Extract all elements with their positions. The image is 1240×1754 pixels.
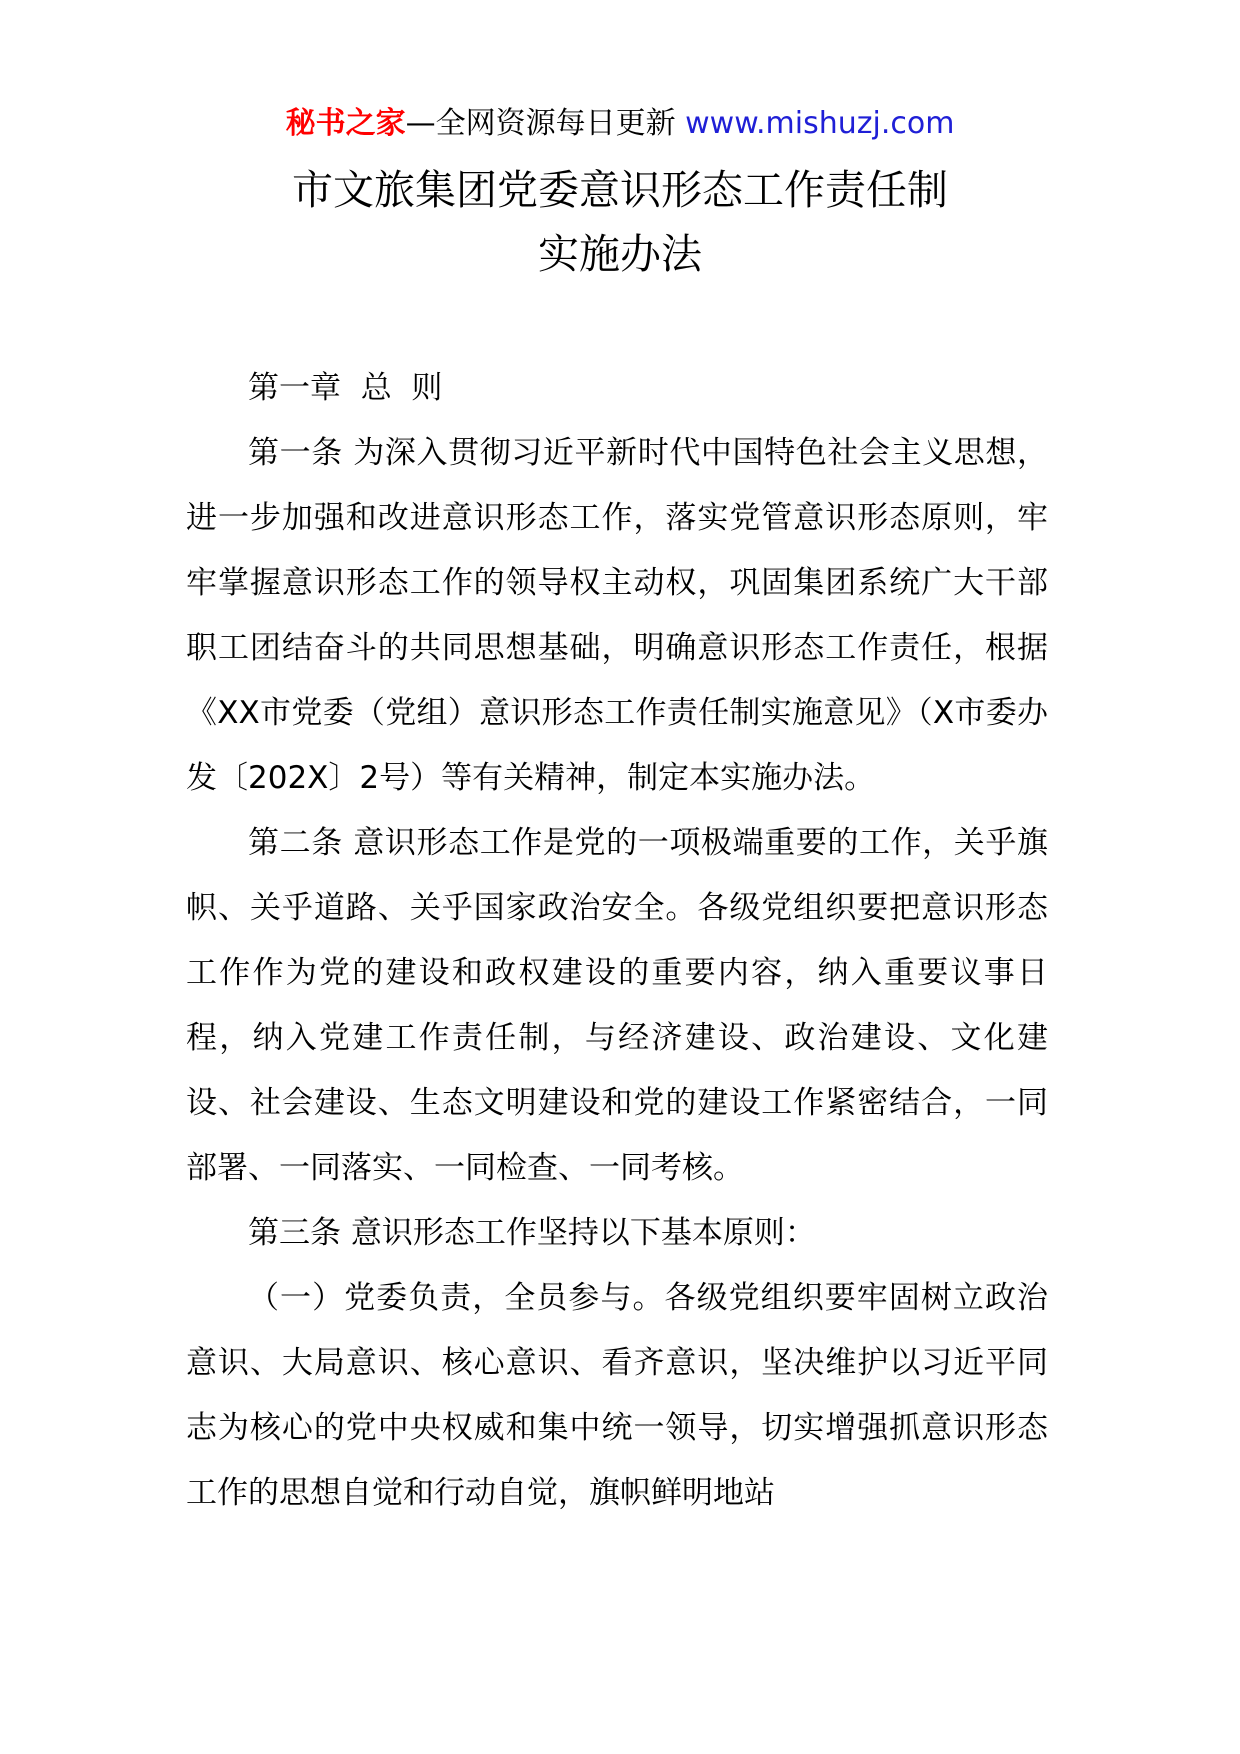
document-title-line-1: 市文旅集团党委意识形态工作责任制 [292,166,948,214]
chapter-heading: 第一章 总 则 [248,370,443,406]
article-3-paragraph: 第三条 意识形态工作坚持以下基本原则： [248,1215,816,1251]
document-title-line-2: 实施办法 [538,230,702,278]
principle-1-paragraph: （一）党委负责，全员参与。各级党组织要牢固树立政治意识、大局意识、核心意识、看齐意识，坚决维护以习近平同志为核心的党中央权威和集中统一领导，切实增强抓意识形态工作的思想自觉和行动自觉，旗帜鲜明地站 [186,1280,1048,1511]
article-2-paragraph: 第二条 意识形态工作是党的一项极端重要的工作，关乎旗帜、关乎道路、关乎国家政治安全。各级党组织要把意识形态工作作为党的建设和政权建设的重要内容，纳入重要议事日程，纳入党建工作责任制，与经济建设、政治建设、文化建设、社会建设、生态文明建设和党的建设工作紧密结合，一同部署、一同落实、一同检查、一同考核。 [186,825,1048,1186]
source-header [0,104,1240,144]
document-body [186,356,1048,1526]
article-1-paragraph: 第一条 为深入贯彻习近平新时代中国特色社会主义思想，进一步加强和改进意识形态工作，落实党管意识形态原则，牢牢掌握意识形态工作的领导权主动权，巩固集团系统广大干部职工团结奋斗的共同思想基础，明确意识形态工作责任，根据《XX市党委（党组）意识形态工作责任制实施意见》（X市委办发〔202X〕2号）等有关精神，制定本实施办法。 [186,435,1048,796]
header-tagline: —全网资源每日更新 [405,106,676,141]
website-link[interactable]: www.mishuzj.com [685,106,955,141]
brand-name: 秘书之家 [285,106,406,141]
